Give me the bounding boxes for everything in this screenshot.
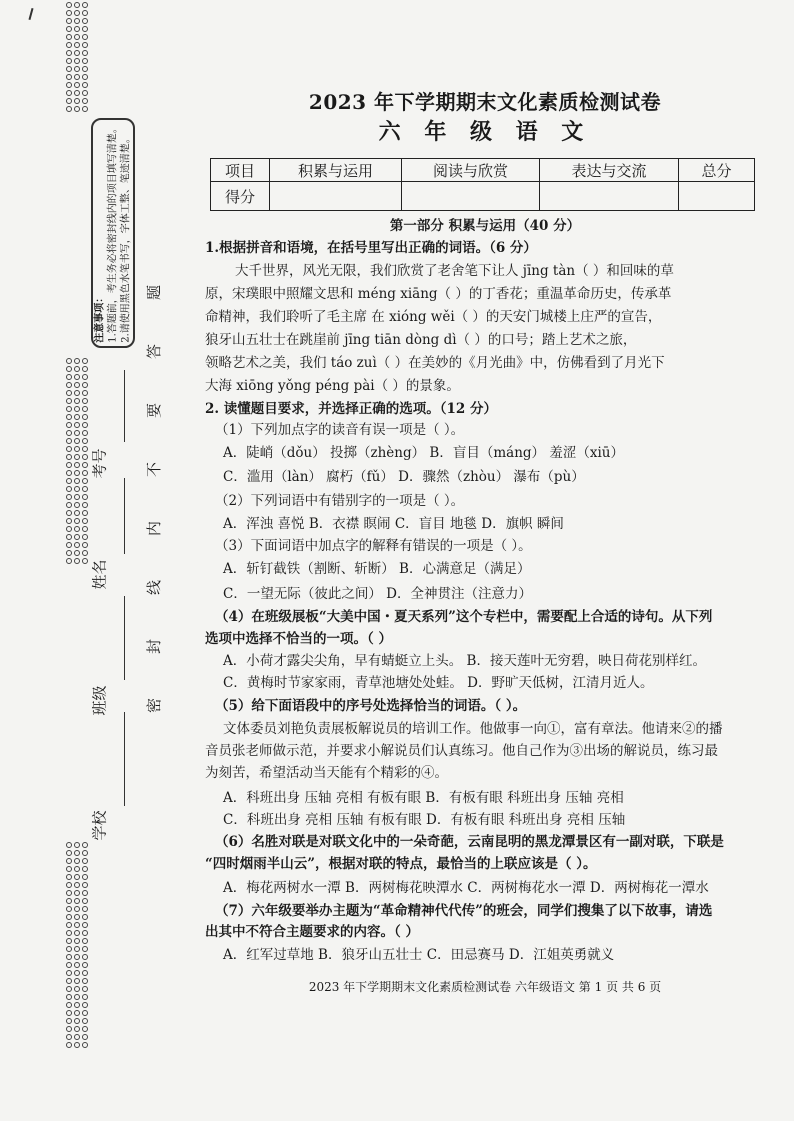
binding-hole [82, 898, 88, 904]
binding-hole [74, 422, 80, 428]
binding-hole [82, 494, 88, 500]
score-table-header-row [211, 159, 755, 182]
binding-hole [74, 978, 80, 984]
binding-hole [82, 850, 88, 856]
score-cell[interactable] [270, 182, 402, 211]
binding-hole [82, 1018, 88, 1024]
binding-hole [82, 98, 88, 104]
binding-hole [74, 510, 80, 516]
seal-char: 线 [145, 579, 164, 596]
binding-hole [66, 842, 72, 848]
binding-hole [82, 406, 88, 412]
binding-hole [74, 866, 80, 872]
binding-hole [74, 550, 80, 556]
binding-hole [66, 406, 72, 412]
binding-hole [74, 962, 80, 968]
seal-char: 答 [145, 343, 164, 360]
option-line: A．小荷才露尖尖角，早有蜻蜓立上头。 B．接天莲叶无穷碧，映日荷花别样红。 [223, 653, 706, 669]
binding-hole [66, 98, 72, 104]
passage-line: 为刻苦，希望活动当天能有个精彩的④。 [205, 765, 448, 781]
score-header-cell: 总分 [679, 159, 755, 182]
binding-hole [74, 882, 80, 888]
binding-hole [82, 502, 88, 508]
binding-hole [82, 906, 88, 912]
option-line: A．科班出身 压轴 亮相 有板有眼 B．有板有眼 科班出身 压轴 亮相 [223, 790, 624, 806]
binding-hole [82, 526, 88, 532]
binding-hole [82, 82, 88, 88]
binding-hole [66, 1034, 72, 1040]
binding-hole [74, 1002, 80, 1008]
name-label: 姓名 [90, 559, 109, 590]
seal-char: 不 [145, 461, 164, 478]
binding-hole [82, 390, 88, 396]
score-table-score-row [211, 182, 755, 211]
binding-hole [66, 1018, 72, 1024]
binding-hole [82, 462, 88, 468]
binding-hole [66, 446, 72, 452]
binding-hole [74, 526, 80, 532]
score-cell[interactable] [402, 182, 540, 211]
binding-hole [66, 374, 72, 380]
binding-hole [82, 470, 88, 476]
binding-margin [0, 0, 190, 1121]
binding-hole [66, 850, 72, 856]
binding-hole [66, 398, 72, 404]
binding-hole [66, 882, 72, 888]
binding-hole [82, 874, 88, 880]
option-line: C．黄梅时节家家雨，青草池塘处处蛙。 D．野旷天低树，江清月近人。 [223, 675, 654, 691]
question-1: 1.根据拼音和语境，在括号里写出正确的词语。（6 分） [205, 240, 537, 256]
binding-hole [74, 914, 80, 920]
binding-hole [66, 478, 72, 484]
binding-hole [82, 842, 88, 848]
binding-hole [66, 898, 72, 904]
binding-hole [66, 986, 72, 992]
binding-hole [74, 874, 80, 880]
binding-hole [66, 1026, 72, 1032]
binding-hole [74, 82, 80, 88]
binding-hole [82, 542, 88, 548]
seal-char: 封 [145, 638, 164, 655]
binding-hole [82, 558, 88, 564]
binding-hole [66, 874, 72, 880]
binding-hole [82, 1010, 88, 1016]
binding-hole [74, 26, 80, 32]
option-line: C．一望无际（彼此之间） D．全神贯注（注意力） [223, 586, 532, 602]
binding-hole [66, 1010, 72, 1016]
binding-hole [82, 962, 88, 968]
binding-hole [66, 390, 72, 396]
binding-hole [74, 42, 80, 48]
binding-hole [82, 106, 88, 112]
binding-hole [74, 930, 80, 936]
class-line [124, 596, 125, 680]
binding-hole [82, 18, 88, 24]
binding-hole [66, 890, 72, 896]
binding-hole [74, 34, 80, 40]
binding-hole [66, 494, 72, 500]
binding-hole [82, 970, 88, 976]
binding-hole [82, 66, 88, 72]
binding-hole [74, 430, 80, 436]
binding-hole [82, 74, 88, 80]
binding-hole [82, 10, 88, 16]
binding-hole [82, 422, 88, 428]
binding-hole [66, 970, 72, 976]
sub-question: 选项中选择不恰当的一项。（ ） [205, 631, 392, 647]
binding-hole [74, 1042, 80, 1048]
binding-hole [82, 446, 88, 452]
binding-hole [66, 938, 72, 944]
binding-hole [82, 550, 88, 556]
binding-hole [82, 946, 88, 952]
binding-hole [66, 430, 72, 436]
binding-hole [74, 74, 80, 80]
binding-hole [66, 858, 72, 864]
binding-hole [66, 422, 72, 428]
binding-hole [82, 414, 88, 420]
binding-hole [66, 438, 72, 444]
binding-hole [74, 406, 80, 412]
exam-subtitle: 六 年 级 语 文 [378, 119, 592, 145]
binding-hole [66, 358, 72, 364]
binding-hole [66, 82, 72, 88]
binding-hole [74, 906, 80, 912]
option-line: A．斩钉截铁（割断、斩断） B．心满意足（满足） [223, 561, 531, 577]
seal-char: 要 [145, 402, 164, 419]
binding-hole [74, 398, 80, 404]
binding-hole [82, 510, 88, 516]
question-1-text: 命精神，我们聆听了毛主席 在 xióng wěi（ ）的天安门城楼上庄严的宣告， [205, 309, 662, 325]
binding-hole [74, 414, 80, 420]
binding-hole [82, 90, 88, 96]
binding-hole [66, 454, 72, 460]
binding-hole [74, 366, 80, 372]
binding-hole [66, 526, 72, 532]
binding-hole [82, 26, 88, 32]
binding-hole [74, 938, 80, 944]
binding-hole [66, 558, 72, 564]
sub-question: （3）下面词语中加点字的解释有错误的一项是（ ）。 [215, 538, 532, 554]
binding-hole [82, 518, 88, 524]
binding-hole [82, 430, 88, 436]
passage-line: 音员张老师做示范，并要求小解说员们认真练习。他自己作为③出场的解说员，练习最 [205, 743, 718, 759]
binding-holes-mid [66, 358, 88, 564]
sub-question: （5）给下面语段中的序号处选择恰当的词语。（ ）。 [215, 698, 527, 714]
binding-hole [74, 382, 80, 388]
binding-hole [74, 970, 80, 976]
binding-hole [74, 922, 80, 928]
binding-hole [74, 106, 80, 112]
binding-hole [74, 478, 80, 484]
pencil-mark [28, 8, 33, 20]
binding-hole [74, 90, 80, 96]
score-cell[interactable] [540, 182, 679, 211]
binding-hole [82, 922, 88, 928]
binding-hole [74, 946, 80, 952]
option-line: A．浑浊 喜悦 B．衣襟 瞑闹 C．盲目 地毯 D．旗帜 瞬间 [223, 516, 564, 532]
binding-holes-bottom [66, 842, 88, 1048]
binding-hole [66, 90, 72, 96]
binding-hole [74, 986, 80, 992]
binding-hole [66, 962, 72, 968]
binding-hole [74, 1026, 80, 1032]
binding-hole [82, 890, 88, 896]
binding-hole [66, 954, 72, 960]
binding-hole [66, 542, 72, 548]
binding-hole [82, 366, 88, 372]
binding-hole [82, 914, 88, 920]
score-row-label: 得分 [211, 182, 270, 211]
binding-hole [66, 914, 72, 920]
binding-hole [74, 518, 80, 524]
notice-text [94, 123, 133, 343]
binding-hole [82, 1002, 88, 1008]
binding-hole [82, 978, 88, 984]
binding-hole [74, 898, 80, 904]
binding-hole [74, 494, 80, 500]
binding-hole [74, 50, 80, 56]
binding-hole [66, 510, 72, 516]
sub-question: “四时烟雨半山云”，根据对联的特点，最恰当的上联应该是（ ）。 [205, 856, 597, 872]
score-header-cell: 积累与运用 [270, 159, 402, 182]
question-1-text: 大海 xiōng yǒng péng pài（ ）的景象。 [205, 378, 460, 394]
seal-char: 内 [145, 520, 164, 537]
score-header-cell: 阅读与欣赏 [402, 159, 540, 182]
exam-no-label: 考号 [90, 448, 109, 479]
binding-hole [74, 842, 80, 848]
binding-hole [82, 50, 88, 56]
score-table [210, 158, 755, 211]
binding-hole [82, 1042, 88, 1048]
seal-char: 密 [145, 697, 164, 714]
option-line: A．梅花两树水一潭 B．两树梅花映潭水 C．两树梅花水一潭 D．两树梅花一潭水 [223, 880, 709, 896]
binding-hole [82, 1026, 88, 1032]
binding-hole [82, 954, 88, 960]
binding-hole [66, 1002, 72, 1008]
binding-hole [66, 34, 72, 40]
binding-hole [82, 930, 88, 936]
binding-hole [66, 74, 72, 80]
notice-box [91, 118, 135, 348]
binding-hole [66, 42, 72, 48]
question-1-text: 领略艺术之美，我们 táo zuì（ ）在美妙的《月光曲》中，仿佛看到了月光下 [205, 355, 665, 371]
binding-hole [74, 954, 80, 960]
option-line: C．滥用（làn） 腐朽（fǔ） D．骤然（zhòu） 瀑布（pù） [223, 469, 585, 485]
sub-question: （6）名胜对联是对联文化中的一朵奇葩，云南昆明的黑龙潭景区有一副对联，下联是 [215, 834, 724, 850]
binding-hole [66, 906, 72, 912]
binding-hole [66, 414, 72, 420]
score-header-cell: 项目 [211, 159, 270, 182]
binding-hole [74, 1034, 80, 1040]
binding-hole [74, 486, 80, 492]
sub-question: （1）下列加点字的读音有误一项是（ ）。 [215, 422, 465, 438]
passage-line: 文体委员刘艳负责展板解说员的培训工作。他做事一向①，富有章法。他请来②的播 [223, 721, 723, 737]
binding-hole [74, 18, 80, 24]
school-line [124, 712, 125, 806]
binding-hole [66, 946, 72, 952]
binding-hole [74, 890, 80, 896]
notice-item-1: 1.答题前，考生务必将密封线内的项目填写清楚。 [107, 123, 119, 343]
binding-hole [74, 446, 80, 452]
binding-hole [74, 358, 80, 364]
binding-hole [74, 390, 80, 396]
binding-hole [82, 398, 88, 404]
binding-hole [82, 882, 88, 888]
binding-hole [66, 534, 72, 540]
binding-hole [66, 922, 72, 928]
question-1-text: 大千世界，风光无限，我们欣赏了老舍笔下让人 jīng tàn（ ）和回味的草 [235, 263, 674, 279]
binding-hole [66, 1042, 72, 1048]
binding-hole [82, 382, 88, 388]
question-1-text: 狼牙山五壮士在跳崖前 jīng tiān dòng dì（ ）的口号；踏上艺术之旅， [205, 332, 637, 348]
name-line [124, 478, 125, 554]
binding-hole [66, 518, 72, 524]
binding-hole [66, 18, 72, 24]
binding-hole [82, 986, 88, 992]
binding-hole [82, 358, 88, 364]
binding-hole [74, 858, 80, 864]
binding-hole [66, 550, 72, 556]
binding-hole [74, 534, 80, 540]
notice-item-2: 2.请使用黑色水笔书写，字体工整、笔迹清楚。 [120, 133, 132, 343]
binding-hole [74, 10, 80, 16]
exam-title: 2023 年下学期期末文化素质检测试卷 [308, 90, 662, 114]
binding-hole [82, 2, 88, 8]
exam-no-line [124, 370, 125, 442]
binding-hole [66, 866, 72, 872]
binding-hole [66, 486, 72, 492]
binding-hole [82, 938, 88, 944]
binding-hole [66, 930, 72, 936]
binding-hole [74, 374, 80, 380]
binding-holes-top [66, 2, 88, 112]
binding-hole [66, 26, 72, 32]
binding-hole [82, 866, 88, 872]
score-header-cell: 表达与交流 [540, 159, 679, 182]
class-label: 班级 [90, 685, 109, 716]
binding-hole [74, 502, 80, 508]
binding-hole [74, 850, 80, 856]
binding-hole [66, 994, 72, 1000]
binding-hole [74, 438, 80, 444]
binding-hole [74, 470, 80, 476]
binding-hole [82, 34, 88, 40]
notice-heading: 注意事项： [94, 292, 106, 343]
option-line: A．陡峭（dǒu） 投掷（zhèng） B．盲目（máng） 羞涩（xiū） [223, 445, 624, 461]
binding-hole [74, 1018, 80, 1024]
binding-hole [82, 858, 88, 864]
sub-question: （7）六年级要举办主题为“革命精神代代传”的班会，同学们搜集了以下故事，请选 [215, 903, 713, 919]
binding-hole [66, 470, 72, 476]
binding-hole [66, 58, 72, 64]
binding-hole [74, 454, 80, 460]
sub-question: 出其中不符合主题要求的内容。（ ） [205, 924, 419, 940]
binding-hole [74, 2, 80, 8]
option-line: A．红军过草地 B．狼牙山五壮士 C．田忌赛马 D．江姐英勇就义 [223, 947, 615, 963]
binding-hole [82, 58, 88, 64]
binding-hole [82, 486, 88, 492]
binding-hole [82, 1034, 88, 1040]
sub-question: （2）下列词语中有错别字的一项是（ ）。 [215, 493, 465, 509]
option-line: C．科班出身 亮相 压轴 有板有眼 D．有板有眼 科班出身 亮相 压轴 [223, 812, 626, 828]
page-footer: 2023 年下学期期末文化素质检测试卷 六年级语文 第 1 页 共 6 页 [308, 980, 662, 994]
binding-hole [66, 106, 72, 112]
binding-hole [66, 366, 72, 372]
binding-hole [66, 502, 72, 508]
school-label: 学校 [90, 810, 109, 841]
binding-hole [74, 66, 80, 72]
binding-hole [74, 1010, 80, 1016]
binding-hole [74, 58, 80, 64]
binding-hole [82, 534, 88, 540]
binding-hole [66, 462, 72, 468]
binding-hole [74, 994, 80, 1000]
seal-char: 题 [145, 284, 164, 301]
binding-hole [82, 374, 88, 380]
binding-hole [82, 994, 88, 1000]
score-cell[interactable] [679, 182, 755, 211]
binding-hole [74, 462, 80, 468]
binding-hole [66, 50, 72, 56]
section-title: 第一部分 积累与运用（40 分） [389, 218, 581, 234]
question-2: 2. 读懂题目要求，并选择正确的选项。（12 分） [205, 401, 498, 417]
binding-hole [66, 66, 72, 72]
binding-hole [66, 2, 72, 8]
binding-hole [74, 558, 80, 564]
binding-hole [74, 98, 80, 104]
binding-hole [74, 542, 80, 548]
binding-hole [82, 42, 88, 48]
binding-hole [66, 382, 72, 388]
question-1-text: 原，宋璞眼中照耀文思和 méng xiāng（ ）的丁香花；重温革命历史，传承革 [205, 286, 672, 302]
binding-hole [66, 978, 72, 984]
binding-hole [82, 438, 88, 444]
sub-question: （4）在班级展板“大美中国・夏天系列”这个专栏中，需要配上合适的诗句。从下列 [215, 609, 713, 625]
binding-hole [82, 454, 88, 460]
binding-hole [66, 10, 72, 16]
binding-hole [82, 478, 88, 484]
